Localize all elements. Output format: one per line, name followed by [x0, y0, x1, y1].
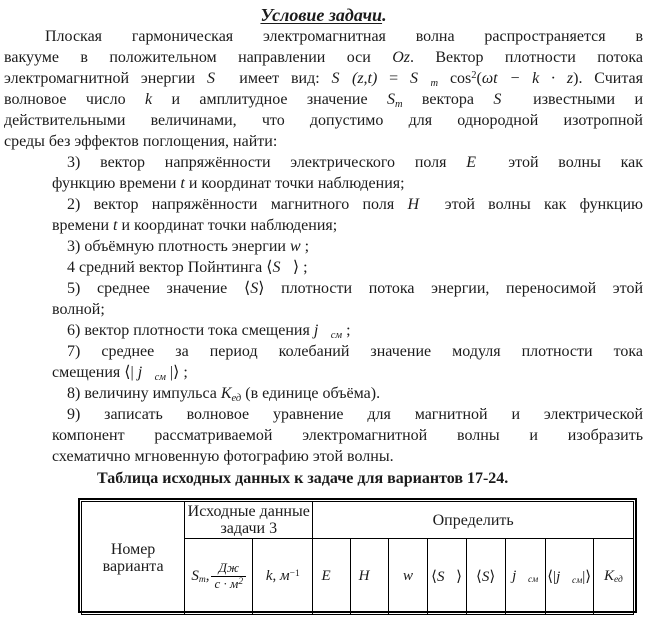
item-4-line-1 [52, 257, 643, 278]
text-run: вакууме в положительном направлении оси [4, 49, 393, 66]
col-poynting-avg-header: ⟨S⃗⟩ [427, 539, 466, 615]
col-j-displacement-header: $j⃗_{см}$ [505, 539, 545, 615]
intro-line-2 [4, 47, 643, 68]
text-run: S⃗ [272, 259, 293, 276]
fraction-numerator: Дж [218, 560, 239, 576]
item-5-line-2 [52, 299, 643, 320]
text-run: ед [231, 393, 242, 404]
text-run: 5) среднее значение [67, 280, 244, 297]
problem-text [4, 26, 643, 467]
text-run: k [144, 91, 153, 108]
text-run: m [394, 99, 403, 110]
text-run: S⃗(z,t) [331, 70, 378, 87]
text-run: смещения [52, 364, 125, 381]
table-caption: Таблица исходных данных к задаче для вариантов 17-24. [97, 470, 509, 487]
k-unit: м [280, 568, 290, 584]
text-run: ωt − k · z [481, 70, 574, 87]
text-run: функцию времени [52, 175, 181, 192]
item-9-line-3 [52, 446, 643, 467]
text-run: компонент рассматриваемой электромагнитной волны и изобразить [52, 427, 643, 444]
sm-subscript: m [198, 574, 206, 585]
text-run: 2 [471, 70, 477, 81]
text-run: и координат точки наблюдения; [184, 175, 405, 192]
text-run: этой волны как [488, 154, 644, 171]
text-run: S⃗ [410, 70, 431, 87]
col-h-field-header: H⃗ [351, 539, 389, 615]
text-run: этой волны как функцию [431, 196, 644, 213]
text-run: см [154, 372, 166, 383]
text-run: j⃗ [313, 322, 331, 339]
text-run: и координат точки наблюдения; [117, 217, 338, 234]
text-run: |⟩ ; [165, 364, 188, 381]
determine-header: Определить [313, 502, 634, 539]
text-run: S⃗ [206, 70, 228, 87]
text-run: электромагнитной энергии [4, 70, 207, 87]
col-energy-density-header: w [389, 539, 427, 615]
problem-title [4, 5, 643, 26]
text-run: Плоская гармоническая электромагнитная волна распространяется в [45, 28, 643, 45]
text-run: t [113, 217, 118, 234]
item-2-line-1 [52, 194, 643, 215]
text-run: j⃗ [137, 364, 155, 381]
item-8-line-1 [52, 383, 643, 404]
text-run: см [330, 330, 343, 341]
variants-table [81, 501, 634, 615]
col-j-modulus-avg-header: $⟨|j⃗_{см}|⟩$ [545, 539, 593, 615]
data-table-frame [78, 498, 637, 613]
text-run: вектора [402, 91, 494, 108]
sm-column-header [185, 539, 253, 615]
item-5-line-1 [52, 278, 643, 299]
col-s-avg-header: ⟨S⟩ [466, 539, 505, 615]
variant-number-header: Номер варианта [82, 502, 185, 615]
sm-symbol: S [191, 567, 199, 584]
sm-unit-fraction [211, 561, 246, 592]
text-run: ; [300, 238, 310, 255]
text-run: ⟩ [258, 280, 265, 297]
text-run: известными и [513, 91, 644, 108]
text-run: S⃗ [493, 91, 514, 108]
initial-data-header: Исходные данные задачи 3 [185, 502, 313, 539]
text-run: S [250, 280, 259, 297]
text-run: 3) объёмную плотность энергии [67, 238, 290, 255]
problem-title-period: . [382, 5, 387, 25]
k-column-header: k, $м^{-1}$ [253, 539, 313, 615]
problem-title-text: Условие задачи [260, 5, 383, 25]
intro-line-3 [4, 68, 643, 89]
sm-separator: , [205, 567, 210, 584]
text-run: ( [476, 70, 482, 87]
text-run: среды без эффектов поглощения, найти: [4, 133, 278, 150]
text-run: действительными величинами, что допустимо для однородной изотропной [4, 112, 643, 129]
text-run: ). Считая [573, 70, 644, 87]
fraction-denominator: $с \cdot м^2$ [211, 576, 246, 592]
intro-line-4 [4, 89, 643, 110]
text-run: 8) величину импульса [67, 385, 221, 402]
item-9-line-1 [52, 404, 643, 425]
text-run: ; [342, 322, 351, 339]
item-3b-line-1 [52, 236, 643, 257]
text-run: ⟩ ; [292, 259, 308, 276]
text-run: 3) вектор напряжённости электрического поля [67, 154, 467, 171]
intro-line-1 [4, 26, 643, 47]
text-run: ⟨ [266, 259, 273, 276]
item-7-line-1 [52, 341, 643, 362]
text-run: 2) вектор напряжённости магнитного поля [67, 196, 408, 213]
text-run: cos [438, 70, 472, 87]
text-run: H⃗ [407, 196, 432, 213]
text-run: m [430, 78, 439, 89]
text-run: E⃗ [466, 154, 489, 171]
text-run: . Вектор плотности потока [409, 49, 644, 66]
text-run: схематично мгновенную фотографию этой волны. [52, 448, 394, 465]
text-run: ⟨ [243, 280, 251, 297]
text-run: и амплитудное значение [152, 91, 387, 108]
item-6-line-1 [52, 320, 643, 341]
text-run: 6) вектор плотности тока смещения [67, 322, 314, 339]
text-run: ⟨| [124, 364, 138, 381]
item-7-line-2 [52, 362, 643, 383]
intro-line-6 [4, 131, 643, 152]
col-e-field-header: E⃗ [313, 539, 351, 615]
col-impulse-header: $K_{ед}$ [593, 539, 633, 615]
text-run: времени [52, 217, 114, 234]
text-run: волновое число [4, 91, 145, 108]
text-run: 7) среднее за период колебаний значение модуля плотности тока [67, 343, 643, 360]
text-run: 9) записать волновое уравнение для магнитной и электрической [67, 406, 643, 423]
text-run: = [377, 70, 411, 87]
text-run: w [289, 238, 301, 255]
text-run: 4 средний вектор Пойнтинга [67, 259, 267, 276]
text-run: S [386, 91, 395, 108]
intro-line-5 [4, 110, 643, 131]
text-run: t [180, 175, 185, 192]
item-9-line-2 [52, 425, 643, 446]
text-run: волной; [52, 301, 105, 318]
item-3a-line-1 [52, 152, 643, 173]
text-run: плотности потока энергии, переносимой этой [264, 280, 644, 297]
text-run: имеет вид: [227, 70, 332, 87]
text-run: K [220, 385, 232, 402]
text-run: (в единице объёма). [241, 385, 381, 402]
item-2-line-2 [52, 215, 643, 236]
k-symbol: k [265, 568, 273, 584]
item-3a-line-2 [52, 173, 643, 194]
text-run: Oz [392, 49, 410, 66]
